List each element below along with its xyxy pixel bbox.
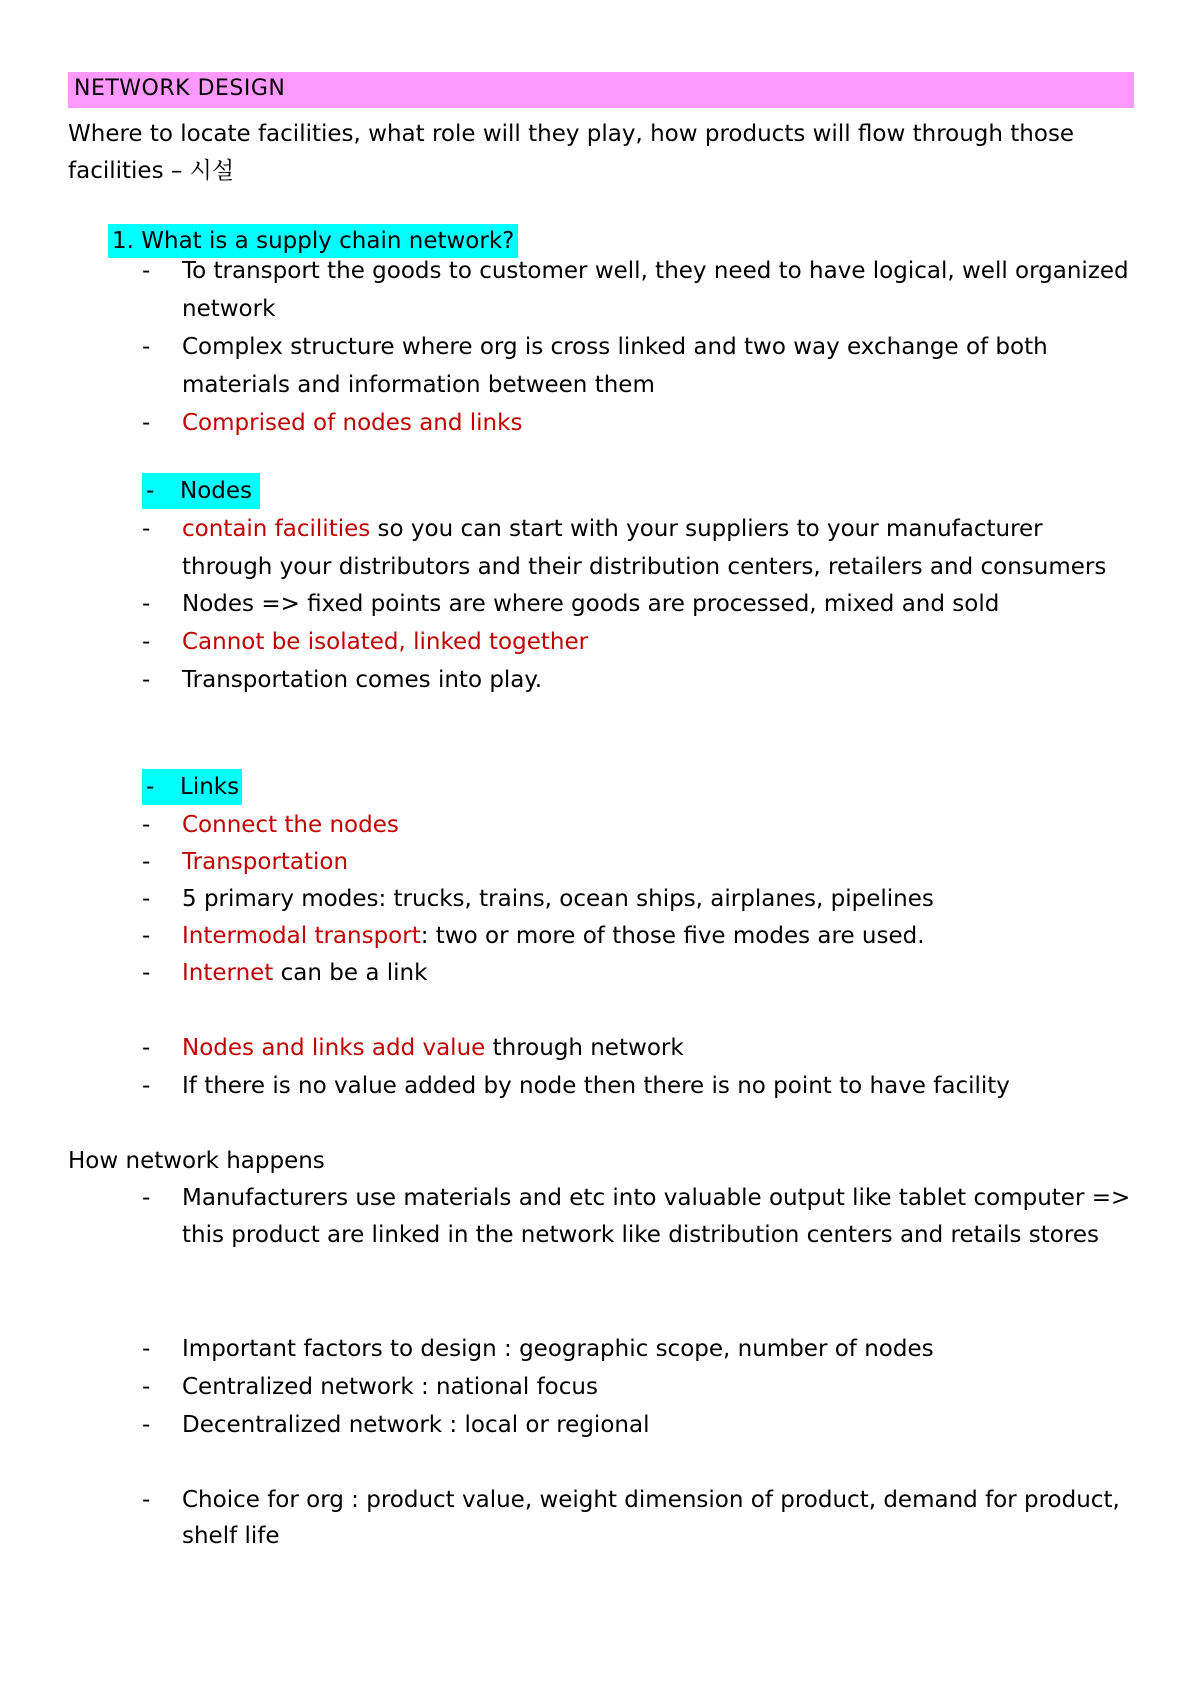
list-item: To transport the goods to customer well, they need to have logical, well organized — [182, 258, 1129, 284]
body-text: : two or more of those five modes are used. — [420, 923, 925, 949]
bullet-dash: - — [146, 774, 155, 800]
bullet-dash: - — [142, 591, 151, 617]
emphasis-text: Nodes and links add value — [182, 1035, 486, 1061]
list-item: Transportation comes into play. — [182, 667, 543, 693]
list-item-emphasis: Cannot be isolated, linked together — [182, 629, 589, 655]
list-item — [182, 514, 1043, 544]
bullet-dash: - — [142, 410, 151, 436]
bullet-dash: - — [142, 923, 151, 949]
list-item-emphasis: Connect the nodes — [182, 812, 399, 838]
list-item-emphasis: Comprised of nodes and links — [182, 410, 523, 436]
list-item — [182, 1033, 684, 1063]
page-title: NETWORK DESIGN — [74, 76, 286, 101]
list-item: Decentralized network : local or regional — [182, 1412, 650, 1438]
list-item-emphasis: Transportation — [182, 849, 349, 875]
bullet-dash: - — [142, 1073, 151, 1099]
list-item: Important factors to design : geographic scope, number of nodes — [182, 1336, 934, 1362]
intro-line-1: Where to locate facilities, what role will they play, how products will flow through those — [68, 121, 1075, 147]
list-item: Complex structure where org is cross linked and two way exchange of both — [182, 334, 1048, 360]
bullet-dash: - — [142, 1336, 151, 1362]
links-heading-label: Links — [180, 774, 240, 800]
bullet-dash: - — [142, 849, 151, 875]
list-item-continued: through your distributors and their distribution centers, retailers and consumers — [182, 554, 1107, 580]
nodes-heading-label: Nodes — [180, 478, 253, 504]
bullet-dash: - — [142, 960, 151, 986]
bullet-dash: - — [142, 667, 151, 693]
bullet-dash: - — [142, 629, 151, 655]
body-text: can be a link — [273, 960, 428, 986]
list-item-continued: this product are linked in the network like distribution centers and retails stores — [182, 1222, 1099, 1248]
list-item-continued: network — [182, 296, 276, 322]
emphasis-text: contain facilities — [182, 516, 371, 542]
bullet-dash: - — [142, 334, 151, 360]
title-highlight — [68, 72, 1134, 108]
bullet-dash: - — [146, 478, 155, 504]
intro-line-2: facilities – 시설 — [68, 158, 235, 184]
list-item-continued: shelf life — [182, 1523, 280, 1549]
section-heading-supply-chain: 1. What is a supply chain network? — [108, 224, 518, 258]
bullet-dash: - — [142, 516, 151, 542]
list-item: If there is no value added by node then there is no point to have facility — [182, 1073, 1010, 1099]
list-item — [182, 921, 925, 951]
emphasis-text: Intermodal transport — [182, 923, 421, 949]
bullet-dash: - — [142, 258, 151, 284]
list-item: Nodes => fixed points are where goods are processed, mixed and sold — [182, 591, 1000, 617]
bullet-dash: - — [142, 1412, 151, 1438]
list-item-continued: materials and information between them — [182, 372, 655, 398]
list-item: 5 primary modes: trucks, trains, ocean ships, airplanes, pipelines — [182, 886, 934, 912]
section-heading-how: How network happens — [68, 1148, 325, 1174]
bullet-dash: - — [142, 1374, 151, 1400]
list-item — [182, 958, 427, 988]
bullet-dash: - — [142, 886, 151, 912]
links-heading — [142, 769, 242, 805]
bullet-dash: - — [142, 1035, 151, 1061]
list-item: Centralized network : national focus — [182, 1374, 598, 1400]
body-text: through network — [485, 1035, 684, 1061]
bullet-dash: - — [142, 1487, 151, 1513]
nodes-heading — [142, 473, 260, 509]
bullet-dash: - — [142, 1185, 151, 1211]
list-item: Choice for org : product value, weight dimension of product, demand for product, — [182, 1487, 1120, 1513]
body-text: so you can start with your suppliers to your manufacturer — [370, 516, 1043, 542]
list-item: Manufacturers use materials and etc into valuable output like tablet computer => — [182, 1185, 1131, 1211]
bullet-dash: - — [142, 812, 151, 838]
emphasis-text: Internet — [182, 960, 274, 986]
